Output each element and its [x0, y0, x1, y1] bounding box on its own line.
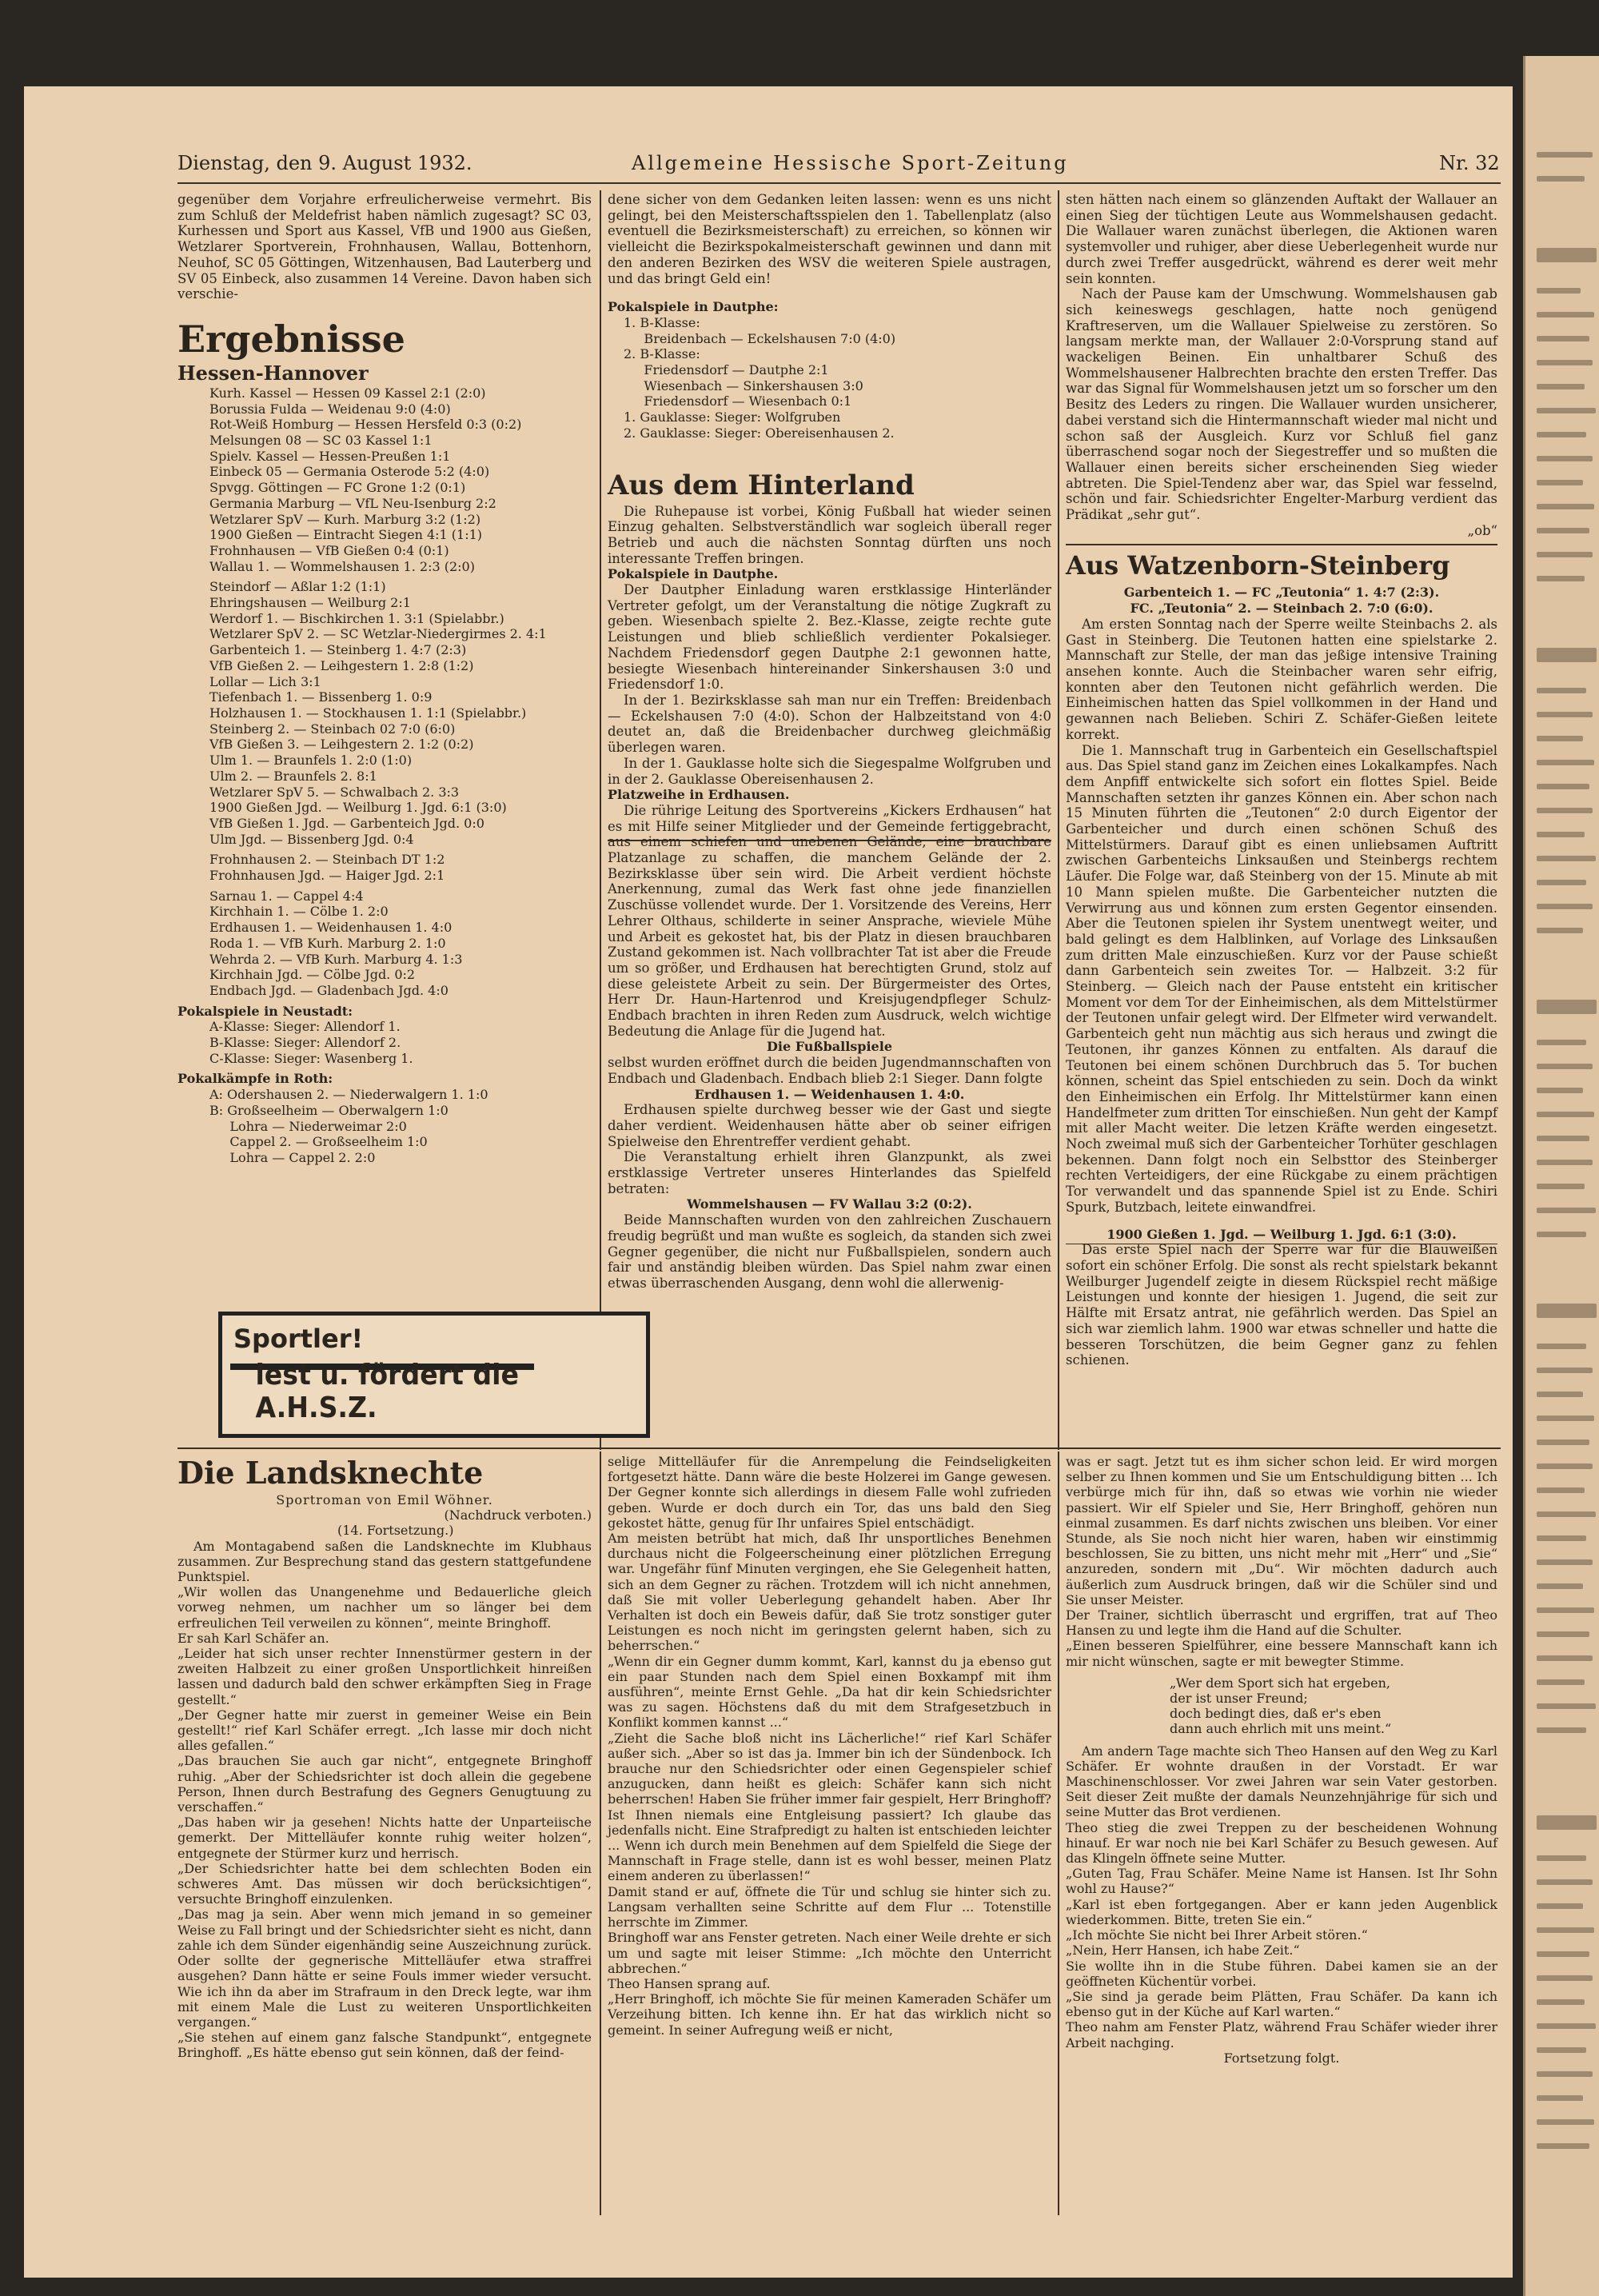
header-newspaper-title: Allgemeine Hessische Sport-Zeitung	[632, 152, 1069, 174]
novel-column-3	[1066, 1454, 1497, 2066]
paragraph: Die 1. Mannschaft trug in Garbenteich ein Gesellschaftspiel aus. Das Spiel stand ganz im Zeichen eines Lokalkampfes. Nach dem Anpfiff entwickelte sich sofort ein flottes Spiel. Beide Mannschaften setzten ihr ganzes Können ein. Aber schon nach 15 Minuten führten die „Teutonen“ 2:0 durch Eigentor der Garbenteicher und durch einen schönen Schuß des Mittelstürmers. Darauf gibt es einen unliebsamen Auftritt zwischen Garbenteichs Linksaußen und Steinbergs rechtem Läufer. Die Folge war, daß Steinberg von der 15. Minute ab mit 10 Mann spielen mußte. Die Garbenteicher nutzten die Verwirrung aus und können zum ersten Gegentor einsenden. Aber die Teutonen spielen ihr System unentwegt weiter, und bald gelingt es dem Halblinken, auf Vorlage des Linksaußen zum dritten Male einzuschießen. Kurz vor der Pause schießt dann Garbenteich sein zweites Tor. — Halbzeit. 3:2 für Steinberg. — Gleich nach der Pause entsteht ein kritischer Moment vor dem Tor der Einheimischen, als dem Mittelstürmer der Teutonen unfair gelegt wird. Der Elfmeter wird verwandelt. Garbenteich geht nun mächtig aus sich heraus und zwingt die Teutonen, ihr ganzes Können zu entfalten. Als darauf die Teutonen bei einem schönen Durchbruch das 5. Tor buchen können, scheint das Spiel entschieden zu sein. Doch da winkt den Einheimischen ein Erfolg. Ihr Mittelstürmer kann einen Handelfmeter zum dritten Tor einschießen. Nun geht der Kampf mit aller Macht weiter. Die letzen Kräfte werden eingesetzt. Noch zweimal muß sich der Garbenteicher Torhüter geschlagen bekennen. Dann folgt noch ein Selbsttor des Steinberger rechten Verteidigers, der eine Rückgabe zu einem prächtigen Tor verwandelt und das spannende Spiel ist zu Ende. Schiri Spurk, Butzbach, leitete einwandfrei.	[1066, 742, 1497, 1215]
section-rule	[177, 1447, 1501, 1449]
column-3	[1066, 192, 1497, 1368]
paragraph: Die Veranstaltung erhielt ihren Glanzpunkt, als zwei erstklassige Vertreter unseres Hinterlandes das Spielfeld betraten:	[608, 1149, 1051, 1196]
ad-headline: Sportler!	[233, 1324, 364, 1354]
novel-text: Am Montagabend saßen die Landsknechte im Klubhaus zusammen. Zur Besprechung stand das gestern stattgefundene Punktspiel. „Wir wollen das Unangenehme und Bedauerliche gleich vorweg nehmen, um nachher um so länger bei dem erfreulichen Teil verweilen zu können“, meinte Bringhoff. Er sah Karl Schäfer an. „Leider hat sich unser rechter Innenstürmer gestern in der zweiten Halbzeit zu einer großen Unsportlichkeit hinreißen lassen und dadurch bald den schwer erkämpften Sieg in Frage gestellt.“ „Der Gegner hatte mir zuerst in gemeiner Weise ein Bein gestellt!“ rief Karl Schäfer erregt. „Ich lasse mir doch nicht alles gefallen.“ „Das brauchen Sie auch gar nicht“, entgegnete Bringhoff ruhig. „Aber der Schiedsrichter ist doch allein die gegebene Person, Ihnen durch Bestrafung des Gegners Genugtuung zu verschaffen.“ „Das haben wir ja gesehen! Nichts hatte der Unparteiische gemerkt. Der Mittelläufer konnte ruhig weiter holzen“, entgegnete der Stürmer kurz und herrisch. „Der Schiedsrichter hatte bei dem schlechten Boden ein schweres Amt. Das müssen wir doch berücksichtigen“, versuchte Bringhoff einzulenken. „Das mag ja sein. Aber wenn mich jemand in so gemeiner Weise zu Fall bringt und der Schiedsrichter sieht es nicht, dann zahle ich dem Sünder eigenhändig seine Auszeichnung zurück. Oder sollte der gegnerische Mittelläufer etwa straffrei ausgehen? Dann hätte er seine Fouls immer wieder versucht. Wie ich ihn da aber im Strafraum in den Dreck legte, war ihm mit einem Male die Lust zu weiteren Unsportlichkeiten vergangen.“ „Sie stehen auf einem ganz falsche Standpunkt“, entgegnete Bringhoff. „Es hätte ebenso gut sein können, daß der feind-	[177, 1538, 592, 2061]
paragraph: Beide Mannschaften wurden von den zahlreichen Zuschauern freudig begrüßt und man wußte es sogleich, da standen sich zwei Gegner gegenüber, die nicht nur Fußballspielen, sondern auch fair und anständig bleiben würden. Das Spiel nahm zwar einen etwas überraschenden Ausgang, denn wohl die allerwenig-	[608, 1212, 1051, 1291]
novel-text: Am andern Tage machte sich Theo Hansen auf den Weg zu Karl Schäfer. Er wohnte draußen in der Vorstadt. Er war Maschinenschlosser. Vor zwei Jahren war sein Vater gestorben. Seit dieser Zeit mußte der damals Neunzehnjährige für sich und seine Mutter das Brot verdienen. Theo stieg die zwei Treppen zu der bescheidenen Wohnung hinauf. Er war noch nie bei Karl Schäfer zu Besuch gewesen. Auf das Klingeln öffnete seine Mutter. „Guten Tag, Frau Schäfer. Meine Name ist Hansen. Ist Ihr Sohn wohl zu Hause?“ „Karl ist eben fortgegangen. Aber er kann jeden Augenblick wiederkommen. Bitte, treten Sie ein.“ „Ich möchte Sie nicht bei Ihrer Arbeit stören.“ „Nein, Herr Hansen, ich habe Zeit.“ Sie wollte ihn in die Stube führen. Dabei kamen sie an der geöffneten Küchentür vorbei. „Sie sind ja gerade beim Plätten, Frau Schäfer. Da kann ich ebenso gut in der Küche auf Karl warten.“ Theo nahm am Fenster Platz, während Frau Schäfer wieder ihrer Arbeit nachging.	[1066, 1743, 1497, 2050]
pokal-neustadt-results: A-Klasse: Sieger: Allendorf 1. B-Klasse: Sieger: Allendorf 2. C-Klasse: Sieger: Wasenberg 1.	[209, 1019, 413, 1066]
novel-title: Die Landsknechte	[177, 1455, 484, 1491]
paragraph: Das erste Spiel nach der Sperre war für die Blauweißen sofort ein schöner Erfolg. Die sonst als recht spielstark bekannt Weilburger Jugendelf zeigte in diesem Rückspiel recht mäßige Leistungen und konnte der hiesigen 1. Jugend, die seit zur Hälfte mit Ersatz antrat, nie gefährlich werden. Das Spiel an sich war ziemlich lahm. 1900 war etwas schneller und hatte die besseren Torschützen, die beim Gegner ganz zu fehlen schienen.	[1066, 1242, 1497, 1368]
novel-poem: „Wer dem Sport sich hat ergeben, der ist unser Freund; doch bedingt dies, daß er's eben dann auch ehrlich mit uns meint.“	[1170, 1675, 1392, 1737]
paragraph: sten hätten nach einem so glänzenden Auftakt der Wallauer an einen Sieg der tüchtigen Leute aus Wommelshausen gedacht. Die Wallauer waren zunächst überlegen, die Aktionen waren systemvoller und ruhiger, aber diese Ueberlegenheit wurde nur durch zwei Treffer ausgedrückt, während es derer weit mehr sein konnten.	[1066, 192, 1497, 286]
paragraph: Die rührige Leitung des Sportvereins „Kickers Erdhausen“ hat es mit Hilfe seiner Mitglieder und der Gemeinde fertiggebracht, aus einem schiefen und unebenen Gelände, eine brauchbare Platzanlage zu schaffen, die manchem Gelände der 2. Bezirksklasse über sein wird. Die Arbeit verdient höchste Anerkennung, zumal das Werk fast ohne jede finanziellen Zuschüsse vollendet wurde. Der 1. Vorsitzende des Vereins, Herr Lehrer Olthaus, schilderte in seiner Ansprache, wieviele Mühe und Arbeit es gekostet hat, bis der Platz in diesen brauchbaren Zustand gekommen ist. Nach vollbrachter Tat ist aber die Freude um so größer, und Erdhausen hat berechtigten Grund, stolz auf diese geleistete Arbeit zu sein. Der Bürgermeister des Ortes, Herr Dr. Haun-Hartenrod und Kreisjugendpfleger Schulz-Endbach brachten in ihren Reden zum Ausdruck, welch wichtige Bedeutung die Anlage für die Jugend hat.	[608, 802, 1051, 1039]
column-rule	[1058, 190, 1059, 1450]
ergebnisse-title: Ergebnisse	[177, 317, 405, 361]
match-heading: Wommelshausen — FV Wallau 3:2 (0:2).	[687, 1196, 972, 1212]
dautphe-results: 1. B-Klasse: Breidenbach — Eckelshausen 7:0 (4:0) 2. B-Klasse: Friedensdorf — Dautphe 2:1 Wiesenbach — Sinkershausen 3:0 Friedensdorf — Wiesenbach 0:1 1. Gauklasse: Sieger: Wolfgruben 2. Gauklasse: Sieger: Obereisenhausen 2.	[624, 314, 896, 441]
column-1	[177, 192, 592, 1166]
novel-byline: Sportroman von Emil Wöhner.	[276, 1492, 493, 1507]
match-heading: Garbenteich 1. — FC „Teutonia“ 1. 4:7 (2:3).	[1123, 585, 1440, 601]
match-heading: 1900 Gießen 1. Jgd. — Weilburg 1. Jgd. 6:1 (3:0).	[1107, 1226, 1457, 1242]
subheading: Pokalspiele in Dautphe.	[608, 566, 779, 582]
novel-text: selige Mittelläufer für die Anrempelung die Feindseligkeiten fortgesetzt hätte. Dann wäre die beste Holzerei im Gange gewesen. Der Gegner konnte sich allerdings in diesem Falle wohl zufrieden geben. Wurde er doch durch ein Tor, das uns bald den Sieg gekostet hätte, genug für Ihr unfaires Spiel entschädigt. Am meisten betrübt hat mich, daß Ihr unsportliches Benehmen durchaus nicht die Folgeerscheinung einer plötzlichen Erregung war. Ungefähr fünf Minuten vergingen, ehe Sie Gelegenheit hatten, sich an dem Gegner zu rächen. Trotzdem will ich nicht annehmen, daß Sie mit voller Ueberlegung gehandelt haben. Aber Ihr Verhalten ist doch ein Beweis dafür, daß Sie trotz sonstiger guter Leistungen es noch nicht im geringsten gelernt haben, sich zu beherrschen.“ „Wenn dir ein Gegner dumm kommt, Karl, kannst du ja ebenso gut ein paar Stunden nach dem Spiel einen Boxkampf mit ihm ausführen“, meinte Ernst Gehle. „Da hat dir kein Schiedsrichter was zu sagen. Höchstens daß du mit dem Strafgesetzbuch in Konflikt kommen kannst ...“ „Zieht die Sache bloß nicht ins Lächerliche!“ rief Karl Schäfer außer sich. „Aber so ist das ja. Immer bin ich der Sündenbock. Ich brauche nur den Schiedsrichter oder einen Gegenspieler schief anzugucken, dann heißt es gleich: Schäfer kann sich nicht beherrschen! Haben Sie früher immer fair gespielt, Herr Bringhoff? Ist Ihnen niemals eine Entgleisung passiert? Ich glaube das jedenfalls nicht. Eine Strafpredigt zu halten ist entschieden leichter ... Wenn ich durch mein Benehmen auf dem Spielfeld die Siege der Mannschaft in Frage stelle, dann ist es wohl besser, meinen Platz einem anderen zu überlassen!“ Damit stand er auf, öffnete die Tür und schlug sie hinter sich zu. Langsam verhallten seine Schritte auf dem Flur ... Totenstille herrschte im Zimmer. Bringhoff war ans Fenster getreten. Nach einer Weile drehte er sich um und sagte mit leiser Stimme: „Ich möchte den Unterricht abbrechen.“ Theo Hansen sprang auf. „Herr Bringhoff, ich möchte Sie für meinen Kameraden Schäfer um Verzeihung bitten. Ich kenne ihn. Er hat das wirklich nicht so gemeint. In seiner Aufregung weiß er nicht,	[608, 1454, 1051, 2038]
novel-continued: Fortsetzung folgt.	[1223, 2050, 1340, 2066]
advertisement-box	[218, 1312, 650, 1438]
watzenborn-title: Aus Watzenborn-Steinberg	[1066, 550, 1450, 581]
column-rule	[600, 190, 601, 1450]
ad-slogan: lest u. fördert die A.H.S.Z.	[255, 1359, 519, 1424]
subheading: Die Fußballspiele	[767, 1039, 892, 1055]
column-rule	[600, 1451, 601, 2215]
header-issue-number: Nr. 32	[1439, 152, 1500, 174]
intro-paragraph: gegenüber dem Vorjahre erfreulicherweise vermehrt. Bis zum Schluß der Meldefrist haben nämlich zugesagt? SC 03, Kurhessen und Sport aus Kassel, VfB und 1900 aus Gießen, Wetzlarer Sportverein, Frohnhausen, Wallau, Bottenhorn, Neuhof, SC 05 Göttingen, Witzenhausen, Bad Lauterberg und SV 05 Einbeck, also zusammen 14 Vereine. Davon haben sich verschie-	[177, 192, 592, 302]
paragraph: Am ersten Sonntag nach der Sperre weilte Steinbachs 2. als Gast in Steinberg. Die Teutonen hatten eine spielstarke 2. Mannschaft zur Stelle, der man das jeßige intensive Training ansehen konnte. Auch die Steinbacher waren sehr eifrig, konnten aber den Teutonen nicht gefährlich werden. Die Einheimischen hatten das Spiel vollkommen in der Hand und gewannen nach Belieben. Schiri Z. Schäfer-Gießen leitete korrekt.	[1066, 616, 1497, 742]
header-rule	[177, 182, 1501, 184]
dautphe-heading: Pokalspiele in Dautphe:	[608, 299, 779, 315]
paragraph: Erdhausen spielte durchweg besser wie der Gast und siegte daher verdient. Weidenhausen hätte aber ob seiner eifrigen Spielweise den Ehrentreffer verdient gehabt.	[608, 1102, 1051, 1149]
adjacent-page-edge	[1523, 56, 1599, 2296]
results-list: Kurh. Kassel — Hessen 09 Kassel 2:1 (2:0) Borussia Fulda — Weidenau 9:0 (4:0) Rot-Weiß Homburg — Hessen Hersfeld 0:3 (0:2) Melsungen 08 — SC 03 Kassel 1:1 Spielv. Kassel — Hessen-Preußen 1:1 Einbeck 05 — Germania Osterode 5:2 (4:0) Spvgg. Göttingen — FC Grone 1:2 (0:1) Germania Marburg — VfL Neu-Isenburg 2:2 Wetzlarer SpV — Kurh. Marburg 3:2 (1:2) 1900 Gießen — Eintracht Siegen 4:1 (1:1) Frohnhausen — VfB Gießen 0:4 (0:1) Wallau 1. — Wommelshausen 1. 2:3 (2:0)	[209, 385, 522, 574]
novel-column-2	[608, 1454, 1051, 2038]
subheading: Platzweihe in Erdhausen.	[608, 787, 790, 803]
hinterland-title: Aus dem Hinterland	[608, 469, 915, 501]
novel-copyright-note: (Nachdruck verboten.)	[444, 1507, 592, 1523]
author-sign: „ob“	[1467, 522, 1497, 538]
paragraph: In der 1. Gauklasse holte sich die Siegespalme Wolfgruben und in der 2. Gauklasse Obereisenhausen 2.	[608, 755, 1051, 787]
column-2	[608, 192, 1051, 1292]
novel-installment: (14. Fortsetzung.)	[337, 1523, 454, 1539]
pokal-roth-heading: Pokalkämpfe in Roth:	[177, 1071, 333, 1087]
match-heading: Erdhausen 1. — Weidenhausen 1. 4:0.	[694, 1086, 965, 1102]
column-rule	[1058, 1451, 1059, 2215]
results-list: Steindorf — Aßlar 1:2 (1:1) Ehringshausen — Weilburg 2:1 Werdorf 1. — Bischkirchen 1. 3:1 (Spielabbr.) Wetzlarer SpV 2. — SC Wetzlar-Niedergirmes 2. 4:1 Garbenteich 1. — Steinberg 1. 4:7 (2:3) VfB Gießen 2. — Leihgestern 1. 2:8 (1:2) Lollar — Lich 3:1 Tiefenbach 1. — Bissenberg 1. 0:9 Holzhausen 1. — Stockhausen 1. 1:1 (Spielabbr.) Steinberg 2. — Steinbach 02 7:0 (6:0) VfB Gießen 3. — Leihgestern 2. 1:2 (0:2) Ulm 1. — Braunfels 1. 2:0 (1:0) Ulm 2. — Braunfels 2. 8:1 Wetzlarer SpV 5. — Schwalbach 2. 3:3 1900 Gießen Jgd. — Weilburg 1. Jgd. 6:1 (3:0) VfB Gießen 1. Jgd. — Garbenteich Jgd. 0:0 Ulm Jgd. — Bissenberg Jgd. 0:4	[209, 579, 547, 847]
novel-text: was er sagt. Jetzt tut es ihm sicher schon leid. Er wird morgen selber zu Ihnen kommen und Sie um Entschuldigung bitten ... Ich verbürge mich für ihn, daß so etwas wie vorhin nie wieder passiert. Wir elf Spieler und Sie, Herr Bringhoff, gehören nun einmal zusammen. Es darf nichts zwischen uns bleiben. Vor einer Stunde, als Sie noch nicht hier waren, haben wir einstimmig beschlossen, Sie zu bitten, uns nicht mehr mit „Herr“ und „Sie“ anzureden, sondern mit „Du“. Wir möchten dadurch auch äußerlich zum Ausdruck bringen, daß wir die Schüler sind und Sie unser Meister. Der Trainer, sichtlich überrascht und ergriffen, trat auf Theo Hansen zu und legte ihm die Hand auf die Schulter. „Einen besseren Spielführer, eine bessere Mannschaft kann ich mir nicht wünschen, sagte er mit bewegter Stimme.	[1066, 1454, 1497, 1669]
header-date: Dienstag, den 9. August 1932.	[177, 152, 473, 174]
paragraph: Nach der Pause kam der Umschwung. Wommelshausen gab sich keineswegs geschlagen, hatte noch genügend Kraftreserven, um die Wallauer Spielweise zu zerstören. So langsam merkte man, der Wallauer 2:0-Vorsprung stand auf wackeligen Beinen. Ein unhaltbarer Schuß des Wommelshausener Halbrechten brachte den ersten Treffer. Das war das Signal für Wommelshausen jetzt um so forscher um den Besitz des Leders zu ringen. Die Wallauer wurden unsicherer, dabei verstand sich die Hintermannschaft wieder mal nicht und schon saß der Ausgleich. Kurz vor Schluß fiel ganz überraschend sogar noch der Siegestreffer und so mußten die Wallauer einen bereits sicher erscheinenden Sieg wieder abtreten. Die Spiel-Tendenz aber war, das Spiel war fesselnd, schön und fair. Schiedsrichter Engelter-Marburg verdient das Prädikat „sehr gut“.	[1066, 286, 1497, 523]
novel-column-1	[177, 1454, 592, 2061]
results-list: Sarnau 1. — Cappel 4:4 Kirchhain 1. — Cölbe 1. 2:0 Erdhausen 1. — Weidenhausen 1. 4:0 Roda 1. — VfB Kurh. Marburg 2. 1:0 Wehrda 2. — VfB Kurh. Marburg 4. 1:3 Kirchhain Jgd. — Cölbe Jgd. 0:2 Endbach Jgd. — Gladenbach Jgd. 4:0	[209, 888, 463, 998]
results-list: Frohnhausen 2. — Steinbach DT 1:2 Frohnhausen Jgd. — Haiger Jgd. 2:1	[209, 852, 445, 884]
pokal-neustadt-heading: Pokalspiele in Neustadt:	[177, 1003, 353, 1019]
paragraph: dene sicher von dem Gedanken leiten lassen: wenn es uns nicht gelingt, bei den Meisterschaftsspielen den 1. Tabellenplatz (also eventuell die Bezirksmeisterschaft) zu erreichen, so können wir vielleicht die Bezirkspokalmeisterschaft gewinnen und dann mit den anderen Bezirken des WSV die weiteren Spiele austragen, und das bringt Geld ein!	[608, 192, 1051, 286]
match-heading: FC. „Teutonia“ 2. — Steinbach 2. 7:0 (6:0).	[1130, 601, 1434, 617]
paragraph: Der Dautpher Einladung waren erstklassige Hinterländer Vertreter gefolgt, um der Veranstaltung die nötige Zugkraft zu geben. Wiesenbach spielte 2. Bez.-Klasse, zeigte rechte gute Leistungen und blieb schließlich verdienter Pokalsieger. Nachdem Friedensdorf gegen Dautphe 2:1 gewonnen hatte, besiegte Wiesenbach hintereinander Sinkershausen 3:0 und Friedensdorf 1:0.	[608, 582, 1051, 693]
pokal-roth-results: A: Odershausen 2. — Niederwalgern 1. 1:0 B: Großseelheim — Oberwalgern 1:0 Lohra — Niederweimar 2:0 Cappel 2. — Großseelheim 1:0 Lohra — Cappel 2. 2:0	[209, 1087, 488, 1165]
region-subtitle: Hessen-Hannover	[177, 361, 369, 385]
paragraph: In der 1. Bezirksklasse sah man nur ein Treffen: Breidenbach — Eckelshausen 7:0 (4:0). Schon der Halbzeitstand von 4:0 deutet an, daß die Breidenbacher durchweg gleichmäßig überlegen waren.	[608, 692, 1051, 756]
paragraph: Die Ruhepause ist vorbei, König Fußball hat wieder seinen Einzug gehalten. Selbstverständlich war sogleich überall reger Betrieb und auch die nächsten Sonntag dürften uns noch interessante Treffen bringen.	[608, 503, 1051, 566]
paragraph: selbst wurden eröffnet durch die beiden Jugendmannschaften von Endbach und Gladenbach. Endbach blieb 2:1 Sieger. Dann folgte	[608, 1055, 1051, 1086]
